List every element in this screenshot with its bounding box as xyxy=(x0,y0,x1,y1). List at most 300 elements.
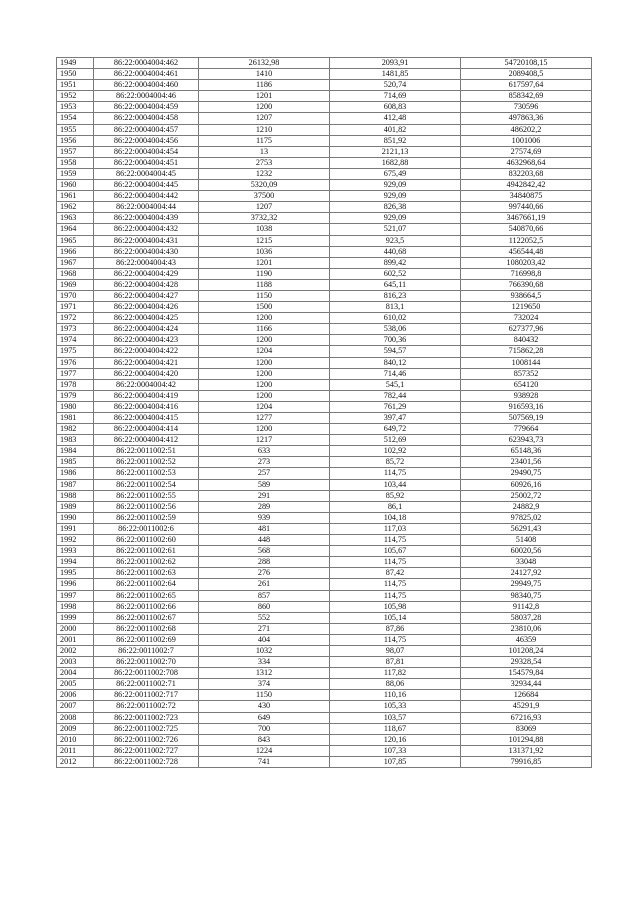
value-cell: 97825,02 xyxy=(461,512,592,523)
cadastral-number-cell: 86:22:0011002:52 xyxy=(94,457,199,468)
row-number-cell: 1981 xyxy=(57,413,94,424)
rate-cell: 929,09 xyxy=(330,213,461,224)
rate-cell: 816,23 xyxy=(330,290,461,301)
rate-cell: 105,67 xyxy=(330,546,461,557)
area-cell: 374 xyxy=(199,679,330,690)
value-cell: 4942842,42 xyxy=(461,180,592,191)
row-number-cell: 1993 xyxy=(57,546,94,557)
area-cell: 291 xyxy=(199,490,330,501)
table-row xyxy=(57,657,592,668)
table-row xyxy=(57,523,592,534)
area-cell: 271 xyxy=(199,623,330,634)
table-row xyxy=(57,135,592,146)
rate-cell: 87,81 xyxy=(330,657,461,668)
row-number-cell: 1979 xyxy=(57,390,94,401)
area-cell: 1201 xyxy=(199,91,330,102)
area-cell: 276 xyxy=(199,568,330,579)
cadastral-number-cell: 86:22:0004004:442 xyxy=(94,191,199,202)
area-cell: 741 xyxy=(199,756,330,767)
row-number-cell: 2002 xyxy=(57,645,94,656)
value-cell: 858342,69 xyxy=(461,91,592,102)
table-row xyxy=(57,335,592,346)
cadastral-number-cell: 86:22:0004004:427 xyxy=(94,290,199,301)
cadastral-number-cell: 86:22:0004004:451 xyxy=(94,157,199,168)
value-cell: 1001006 xyxy=(461,135,592,146)
value-cell: 29490,75 xyxy=(461,468,592,479)
area-cell: 1200 xyxy=(199,424,330,435)
value-cell: 1122052,5 xyxy=(461,235,592,246)
value-cell: 33048 xyxy=(461,557,592,568)
cadastral-number-cell: 86:22:0011002:54 xyxy=(94,479,199,490)
row-number-cell: 1989 xyxy=(57,501,94,512)
cadastral-number-cell: 86:22:0004004:461 xyxy=(94,69,199,80)
row-number-cell: 2011 xyxy=(57,745,94,756)
rate-cell: 512,69 xyxy=(330,435,461,446)
value-cell: 27574,69 xyxy=(461,146,592,157)
row-number-cell: 1967 xyxy=(57,257,94,268)
cadastral-number-cell: 86:22:0004004:43 xyxy=(94,257,199,268)
table-row xyxy=(57,546,592,557)
area-cell: 1210 xyxy=(199,124,330,135)
area-cell: 1217 xyxy=(199,435,330,446)
row-number-cell: 2007 xyxy=(57,701,94,712)
area-cell: 288 xyxy=(199,557,330,568)
table-row xyxy=(57,734,592,745)
area-cell: 289 xyxy=(199,501,330,512)
rate-cell: 107,85 xyxy=(330,756,461,767)
rate-cell: 929,09 xyxy=(330,191,461,202)
table-row xyxy=(57,102,592,113)
row-number-cell: 1975 xyxy=(57,346,94,357)
cadastral-number-cell: 86:22:0011002:708 xyxy=(94,668,199,679)
value-cell: 131371,92 xyxy=(461,745,592,756)
area-cell: 13 xyxy=(199,146,330,157)
row-number-cell: 2006 xyxy=(57,690,94,701)
table-row xyxy=(57,723,592,734)
table-row xyxy=(57,435,592,446)
table-row xyxy=(57,535,592,546)
area-cell: 261 xyxy=(199,579,330,590)
cadastral-number-cell: 86:22:0011002:66 xyxy=(94,601,199,612)
table-row xyxy=(57,290,592,301)
row-number-cell: 1986 xyxy=(57,468,94,479)
rate-cell: 85,92 xyxy=(330,490,461,501)
rate-cell: 88,06 xyxy=(330,679,461,690)
row-number-cell: 1983 xyxy=(57,435,94,446)
table-row xyxy=(57,390,592,401)
value-cell: 24882,9 xyxy=(461,501,592,512)
rate-cell: 98,07 xyxy=(330,645,461,656)
cadastral-number-cell: 86:22:0004004:445 xyxy=(94,180,199,191)
row-number-cell: 2012 xyxy=(57,756,94,767)
cadastral-number-cell: 86:22:0011002:65 xyxy=(94,590,199,601)
value-cell: 29328,54 xyxy=(461,657,592,668)
area-cell: 273 xyxy=(199,457,330,468)
rate-cell: 608,83 xyxy=(330,102,461,113)
table-row xyxy=(57,756,592,767)
rate-cell: 714,69 xyxy=(330,91,461,102)
table-row xyxy=(57,557,592,568)
value-cell: 60020,56 xyxy=(461,546,592,557)
value-cell: 29949,75 xyxy=(461,579,592,590)
table-row xyxy=(57,69,592,80)
value-cell: 617597,64 xyxy=(461,80,592,91)
rate-cell: 714,46 xyxy=(330,368,461,379)
rate-cell: 675,49 xyxy=(330,168,461,179)
value-cell: 56291,43 xyxy=(461,523,592,534)
value-cell: 540870,66 xyxy=(461,224,592,235)
area-cell: 37500 xyxy=(199,191,330,202)
table-row xyxy=(57,612,592,623)
area-cell: 552 xyxy=(199,612,330,623)
area-cell: 1200 xyxy=(199,379,330,390)
value-cell: 45291,9 xyxy=(461,701,592,712)
row-number-cell: 2005 xyxy=(57,679,94,690)
table-row xyxy=(57,346,592,357)
table-row xyxy=(57,701,592,712)
rate-cell: 114,75 xyxy=(330,634,461,645)
table-row xyxy=(57,379,592,390)
cadastral-number-cell: 86:22:0004004:429 xyxy=(94,268,199,279)
cadastral-number-cell: 86:22:0004004:424 xyxy=(94,324,199,335)
cadastral-number-cell: 86:22:0011002:63 xyxy=(94,568,199,579)
row-number-cell: 1990 xyxy=(57,512,94,523)
rate-cell: 110,16 xyxy=(330,690,461,701)
table-row xyxy=(57,202,592,213)
area-cell: 1200 xyxy=(199,313,330,324)
value-cell: 654120 xyxy=(461,379,592,390)
row-number-cell: 1976 xyxy=(57,357,94,368)
cadastral-number-cell: 86:22:0011002:728 xyxy=(94,756,199,767)
value-cell: 507569,19 xyxy=(461,413,592,424)
rate-cell: 87,86 xyxy=(330,623,461,634)
value-cell: 938928 xyxy=(461,390,592,401)
area-cell: 5320,09 xyxy=(199,180,330,191)
row-number-cell: 2009 xyxy=(57,723,94,734)
area-cell: 939 xyxy=(199,512,330,523)
area-cell: 404 xyxy=(199,634,330,645)
table-row xyxy=(57,180,592,191)
area-cell: 1188 xyxy=(199,279,330,290)
rate-cell: 114,75 xyxy=(330,535,461,546)
rate-cell: 923,5 xyxy=(330,235,461,246)
rate-cell: 118,67 xyxy=(330,723,461,734)
row-number-cell: 1955 xyxy=(57,124,94,135)
cadastral-number-cell: 86:22:0004004:454 xyxy=(94,146,199,157)
area-cell: 3732,32 xyxy=(199,213,330,224)
cadastral-number-cell: 86:22:0004004:415 xyxy=(94,413,199,424)
table-row xyxy=(57,324,592,335)
value-cell: 3467661,19 xyxy=(461,213,592,224)
value-cell: 840432 xyxy=(461,335,592,346)
table-row xyxy=(57,601,592,612)
row-number-cell: 1959 xyxy=(57,168,94,179)
cadastral-number-cell: 86:22:0011002:56 xyxy=(94,501,199,512)
area-cell: 1166 xyxy=(199,324,330,335)
row-number-cell: 1957 xyxy=(57,146,94,157)
cadastral-number-cell: 86:22:0011002:7 xyxy=(94,645,199,656)
value-cell: 715862,28 xyxy=(461,346,592,357)
cadastral-number-cell: 86:22:0011002:61 xyxy=(94,546,199,557)
row-number-cell: 1953 xyxy=(57,102,94,113)
area-cell: 649 xyxy=(199,712,330,723)
value-cell: 91142,8 xyxy=(461,601,592,612)
row-number-cell: 1972 xyxy=(57,313,94,324)
area-cell: 589 xyxy=(199,479,330,490)
area-cell: 857 xyxy=(199,590,330,601)
area-cell: 1410 xyxy=(199,69,330,80)
area-cell: 1201 xyxy=(199,257,330,268)
table-row xyxy=(57,590,592,601)
rate-cell: 700,36 xyxy=(330,335,461,346)
rate-cell: 899,42 xyxy=(330,257,461,268)
row-number-cell: 1952 xyxy=(57,91,94,102)
row-number-cell: 1974 xyxy=(57,335,94,346)
rate-cell: 840,12 xyxy=(330,357,461,368)
cadastral-number-cell: 86:22:0004004:416 xyxy=(94,401,199,412)
table-row xyxy=(57,446,592,457)
cadastral-number-cell: 86:22:0004004:431 xyxy=(94,235,199,246)
cadastral-number-cell: 86:22:0011002:51 xyxy=(94,446,199,457)
row-number-cell: 1992 xyxy=(57,535,94,546)
rate-cell: 782,44 xyxy=(330,390,461,401)
rate-cell: 645,11 xyxy=(330,279,461,290)
value-cell: 779664 xyxy=(461,424,592,435)
cadastral-number-cell: 86:22:0011002:64 xyxy=(94,579,199,590)
rate-cell: 594,57 xyxy=(330,346,461,357)
value-cell: 32934,44 xyxy=(461,679,592,690)
rate-cell: 117,03 xyxy=(330,523,461,534)
value-cell: 154579,84 xyxy=(461,668,592,679)
rate-cell: 545,1 xyxy=(330,379,461,390)
value-cell: 938664,5 xyxy=(461,290,592,301)
value-cell: 83069 xyxy=(461,723,592,734)
table-row xyxy=(57,168,592,179)
row-number-cell: 1985 xyxy=(57,457,94,468)
cadastral-number-cell: 86:22:0011002:55 xyxy=(94,490,199,501)
cadastral-number-cell: 86:22:0004004:459 xyxy=(94,102,199,113)
value-cell: 456544,48 xyxy=(461,246,592,257)
rate-cell: 826,38 xyxy=(330,202,461,213)
value-cell: 98340,75 xyxy=(461,590,592,601)
value-cell: 1008144 xyxy=(461,357,592,368)
value-cell: 54720108,15 xyxy=(461,58,592,69)
table-row xyxy=(57,690,592,701)
row-number-cell: 2000 xyxy=(57,623,94,634)
rate-cell: 104,18 xyxy=(330,512,461,523)
cadastral-number-cell: 86:22:0004004:421 xyxy=(94,357,199,368)
table-row xyxy=(57,146,592,157)
cadastral-number-cell: 86:22:0004004:42 xyxy=(94,379,199,390)
area-cell: 1186 xyxy=(199,80,330,91)
table-row xyxy=(57,634,592,645)
row-number-cell: 1997 xyxy=(57,590,94,601)
table-row xyxy=(57,235,592,246)
rate-cell: 105,33 xyxy=(330,701,461,712)
area-cell: 1207 xyxy=(199,113,330,124)
value-cell: 497863,36 xyxy=(461,113,592,124)
area-cell: 843 xyxy=(199,734,330,745)
cadastral-number-cell: 86:22:0004004:426 xyxy=(94,302,199,313)
area-cell: 1200 xyxy=(199,390,330,401)
table-row xyxy=(57,479,592,490)
rate-cell: 761,29 xyxy=(330,401,461,412)
cadastral-number-cell: 86:22:0004004:425 xyxy=(94,313,199,324)
row-number-cell: 1973 xyxy=(57,324,94,335)
cadastral-number-cell: 86:22:0011002:62 xyxy=(94,557,199,568)
area-cell: 1232 xyxy=(199,168,330,179)
rate-cell: 521,07 xyxy=(330,224,461,235)
row-number-cell: 1956 xyxy=(57,135,94,146)
table-row xyxy=(57,58,592,69)
cadastral-number-cell: 86:22:0011002:723 xyxy=(94,712,199,723)
table-row xyxy=(57,512,592,523)
row-number-cell: 1954 xyxy=(57,113,94,124)
value-cell: 34840875 xyxy=(461,191,592,202)
row-number-cell: 1996 xyxy=(57,579,94,590)
rate-cell: 105,14 xyxy=(330,612,461,623)
row-number-cell: 1971 xyxy=(57,302,94,313)
row-number-cell: 1995 xyxy=(57,568,94,579)
cadastral-number-cell: 86:22:0004004:423 xyxy=(94,335,199,346)
value-cell: 486202,2 xyxy=(461,124,592,135)
row-number-cell: 1949 xyxy=(57,58,94,69)
table-row xyxy=(57,246,592,257)
value-cell: 2089408,5 xyxy=(461,69,592,80)
value-cell: 1080203,42 xyxy=(461,257,592,268)
cadastral-number-cell: 86:22:0011002:72 xyxy=(94,701,199,712)
rate-cell: 117,82 xyxy=(330,668,461,679)
row-number-cell: 2010 xyxy=(57,734,94,745)
value-cell: 79916,85 xyxy=(461,756,592,767)
value-cell: 766390,68 xyxy=(461,279,592,290)
row-number-cell: 1958 xyxy=(57,157,94,168)
row-number-cell: 2004 xyxy=(57,668,94,679)
table-row xyxy=(57,302,592,313)
table-row xyxy=(57,579,592,590)
rate-cell: 397,47 xyxy=(330,413,461,424)
row-number-cell: 1961 xyxy=(57,191,94,202)
table-row xyxy=(57,224,592,235)
row-number-cell: 1966 xyxy=(57,246,94,257)
value-cell: 1219650 xyxy=(461,302,592,313)
area-cell: 1224 xyxy=(199,745,330,756)
row-number-cell: 1970 xyxy=(57,290,94,301)
value-cell: 730596 xyxy=(461,102,592,113)
row-number-cell: 1982 xyxy=(57,424,94,435)
table-row xyxy=(57,413,592,424)
table-row xyxy=(57,490,592,501)
value-cell: 51408 xyxy=(461,535,592,546)
rate-cell: 105,98 xyxy=(330,601,461,612)
cadastral-number-cell: 86:22:0004004:458 xyxy=(94,113,199,124)
table-row xyxy=(57,191,592,202)
cadastral-number-cell: 86:22:0004004:422 xyxy=(94,346,199,357)
area-cell: 1150 xyxy=(199,690,330,701)
cadastral-number-cell: 86:22:0004004:457 xyxy=(94,124,199,135)
row-number-cell: 1963 xyxy=(57,213,94,224)
area-cell: 1204 xyxy=(199,346,330,357)
value-cell: 4632968,64 xyxy=(461,157,592,168)
value-cell: 23401,56 xyxy=(461,457,592,468)
table-row xyxy=(57,401,592,412)
row-number-cell: 1978 xyxy=(57,379,94,390)
table-row xyxy=(57,645,592,656)
area-cell: 1150 xyxy=(199,290,330,301)
area-cell: 1200 xyxy=(199,368,330,379)
area-cell: 1204 xyxy=(199,401,330,412)
table-row xyxy=(57,468,592,479)
rate-cell: 412,48 xyxy=(330,113,461,124)
table-row xyxy=(57,157,592,168)
row-number-cell: 1960 xyxy=(57,180,94,191)
rate-cell: 103,57 xyxy=(330,712,461,723)
rate-cell: 610,02 xyxy=(330,313,461,324)
table-row xyxy=(57,457,592,468)
rate-cell: 538,06 xyxy=(330,324,461,335)
cadastral-number-cell: 86:22:0011002:727 xyxy=(94,745,199,756)
rate-cell: 929,09 xyxy=(330,180,461,191)
table-row xyxy=(57,424,592,435)
area-cell: 1312 xyxy=(199,668,330,679)
cadastral-number-cell: 86:22:0004004:420 xyxy=(94,368,199,379)
value-cell: 24127,92 xyxy=(461,568,592,579)
table-row xyxy=(57,279,592,290)
row-number-cell: 1998 xyxy=(57,601,94,612)
rate-cell: 87,42 xyxy=(330,568,461,579)
table-row xyxy=(57,268,592,279)
cadastral-number-cell: 86:22:0004004:428 xyxy=(94,279,199,290)
table-row xyxy=(57,568,592,579)
row-number-cell: 1994 xyxy=(57,557,94,568)
area-cell: 1207 xyxy=(199,202,330,213)
value-cell: 67216,93 xyxy=(461,712,592,723)
value-cell: 25002,72 xyxy=(461,490,592,501)
row-number-cell: 1999 xyxy=(57,612,94,623)
table-body xyxy=(57,58,592,768)
table-row xyxy=(57,501,592,512)
table-row xyxy=(57,368,592,379)
value-cell: 732024 xyxy=(461,313,592,324)
rate-cell: 114,75 xyxy=(330,579,461,590)
table-row xyxy=(57,124,592,135)
rate-cell: 107,33 xyxy=(330,745,461,756)
cadastral-number-cell: 86:22:0004004:412 xyxy=(94,435,199,446)
cadastral-number-cell: 86:22:0011002:68 xyxy=(94,623,199,634)
table-row xyxy=(57,712,592,723)
cadastral-number-cell: 86:22:0011002:70 xyxy=(94,657,199,668)
area-cell: 1200 xyxy=(199,357,330,368)
rate-cell: 86,1 xyxy=(330,501,461,512)
cadastral-number-cell: 86:22:0004004:419 xyxy=(94,390,199,401)
area-cell: 633 xyxy=(199,446,330,457)
cadastral-number-cell: 86:22:0011002:53 xyxy=(94,468,199,479)
area-cell: 1200 xyxy=(199,102,330,113)
row-number-cell: 1987 xyxy=(57,479,94,490)
row-number-cell: 2003 xyxy=(57,657,94,668)
cadastral-number-cell: 86:22:0004004:462 xyxy=(94,58,199,69)
cadastral-number-cell: 86:22:0004004:439 xyxy=(94,213,199,224)
table-row xyxy=(57,623,592,634)
table-row xyxy=(57,668,592,679)
area-cell: 1500 xyxy=(199,302,330,313)
value-cell: 623943,73 xyxy=(461,435,592,446)
row-number-cell: 1951 xyxy=(57,80,94,91)
value-cell: 627377,96 xyxy=(461,324,592,335)
area-cell: 1036 xyxy=(199,246,330,257)
area-cell: 257 xyxy=(199,468,330,479)
row-number-cell: 1969 xyxy=(57,279,94,290)
